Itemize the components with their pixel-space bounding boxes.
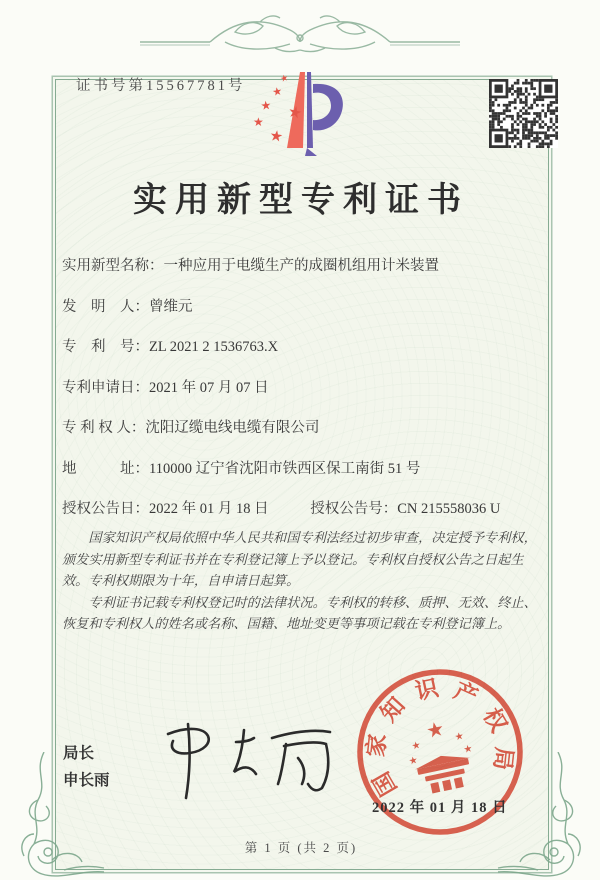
svg-text:家: 家: [363, 732, 391, 759]
field-value: 沈阳辽缆电线电缆有限公司: [145, 420, 320, 436]
seal-date: 2022 年 01 月 18 日: [372, 800, 508, 816]
svg-text:知: 知: [375, 692, 410, 727]
legal-text: [62, 528, 540, 636]
field-application-date: [62, 376, 540, 417]
grant-date: [62, 501, 269, 517]
page-number: 第 1 页 (共 2 页): [244, 841, 358, 855]
field-inventor: [62, 295, 540, 336]
certificate-fields: [62, 254, 540, 537]
svg-text:权: 权: [478, 704, 512, 737]
svg-text:★: ★: [286, 101, 305, 123]
field-value: 曾维元: [149, 298, 193, 315]
signatory-title: 局长: [63, 745, 95, 762]
svg-text:识: 识: [412, 675, 441, 705]
svg-text:国: 国: [368, 767, 402, 800]
svg-text:★: ★: [453, 730, 465, 744]
top-scroll-ornament: [140, 2, 460, 60]
field-value: ZL 2021 2 1536763.X: [149, 339, 279, 355]
svg-text:★: ★: [253, 115, 264, 129]
field-label: 专利申请日：: [62, 379, 149, 396]
field-label: 专 利 号：: [62, 339, 149, 355]
certificate-number: 证书号第15567781号: [76, 78, 246, 94]
field-value: 2022 年 01 月 18 日: [149, 501, 269, 517]
field-label: 实用新型名称：: [62, 258, 164, 274]
field-value: CN 215558036 U: [397, 501, 501, 517]
field-value: 2021 年 07 月 07 日: [149, 379, 269, 396]
signatory-block: [63, 740, 110, 794]
field-value: 110000 辽宁省沈阳市铁西区保工南街 51 号: [149, 460, 421, 477]
grant-number: [310, 501, 500, 517]
field-label: 授权公告号：: [310, 501, 398, 517]
svg-text:★: ★: [268, 126, 285, 146]
svg-text:产: 产: [450, 677, 482, 711]
certificate-title: 实用新型专利证书: [133, 182, 469, 219]
svg-text:★: ★: [462, 743, 474, 756]
svg-text:★: ★: [279, 73, 290, 85]
qr-code-icon: [489, 79, 558, 148]
field-label: 地 址：: [62, 460, 149, 477]
cnipa-logo-icon: [243, 64, 369, 176]
svg-text:★: ★: [410, 739, 422, 753]
field-patent-number: [62, 335, 540, 376]
field-label: 专 利 权 人：: [62, 420, 146, 436]
field-address: [62, 457, 540, 498]
svg-text:★: ★: [407, 754, 419, 768]
field-label: 发 明 人：: [62, 298, 149, 315]
field-patent-name: [62, 254, 540, 295]
field-patentee: [62, 416, 540, 457]
svg-text:★: ★: [271, 84, 284, 99]
legal-paragraph-2: 专利证书记载专利权登记时的法律状况。专利权的转移、质押、无效、终止、恢复和专利权人的姓名或名称、国籍、地址变更等事项记载在专利登记簿上。: [62, 595, 537, 632]
signatory-name: 申长雨: [63, 772, 110, 789]
field-label: 授权公告日：: [62, 501, 149, 517]
svg-text:局: 局: [489, 745, 517, 772]
svg-text:★: ★: [259, 97, 273, 113]
handwritten-signature-icon: [140, 712, 350, 812]
svg-text:★: ★: [423, 715, 447, 744]
legal-paragraph-1: 国家知识产权局依照中华人民共和国专利法经过初步审查，决定授予专利权，颁发实用新型专利证书并在专利登记簿上予以登记。专利权自授权公告之日起生效。专利权期限为十年，自申请日起算。: [62, 531, 537, 589]
field-value: 一种应用于电缆生产的成圈机组用计米装置: [163, 258, 439, 274]
